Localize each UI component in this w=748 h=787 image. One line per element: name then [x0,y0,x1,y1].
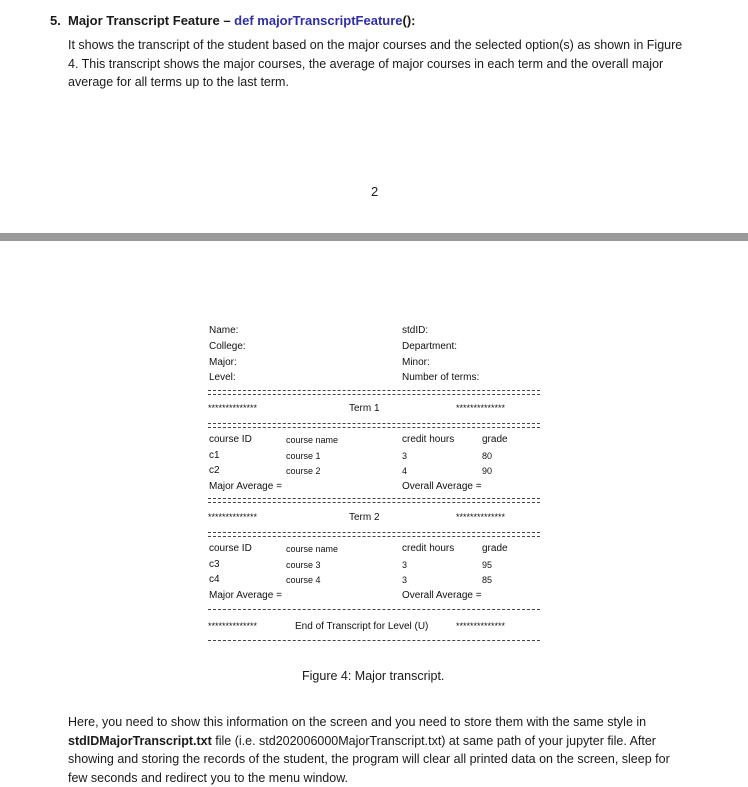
grade: 85 [482,575,493,585]
course-name: course 2 [286,466,321,476]
intro-paragraph [68,36,722,92]
stars-left: ************** [208,512,258,522]
intro-line: average for all terms up to the last term. [68,75,289,89]
field-name: Name: [209,325,239,336]
major-average: Major Average = [209,590,282,601]
page-number: 2 [371,184,379,199]
course-name: course 4 [286,575,321,585]
col-course-id: course ID [209,543,252,554]
stars-right: ************** [456,512,506,522]
field-level: Level: [209,372,236,383]
separator-rule [208,423,540,428]
separator-rule [208,532,540,537]
separator-rule [208,390,540,395]
course-name: course 1 [286,451,321,461]
grade: 95 [482,560,493,570]
field-number-of-terms: Number of terms: [402,372,480,383]
course-id: c2 [209,465,220,476]
credit-hours: 3 [402,575,408,585]
grade: 90 [482,466,493,476]
field-minor: Minor: [402,357,430,368]
overall-average: Overall Average = [402,590,482,601]
stars-right: ************** [456,403,506,413]
field-department: Department: [402,341,458,352]
closing-line: few seconds and redirect you to the menu window. [68,770,349,785]
closing-paragraph [68,713,722,787]
course-id: c1 [209,450,220,461]
grade: 80 [482,451,493,461]
closing-line: Here, you need to show this information on the screen and you need to store them with the same style in [68,715,647,729]
function-name: def majorTranscriptFeature [234,13,403,28]
closing-line-rest: file (i.e. std202006000MajorTranscript.txt) at same path of your jupyter file. After [211,733,656,748]
col-credit-hours: credit hours [402,434,455,445]
stars-left: ************** [208,403,258,413]
credit-hours: 3 [402,451,408,461]
col-course-name: course name [286,435,339,445]
overall-average: Overall Average = [402,481,482,492]
section-heading [50,13,416,28]
filename-bold: stdIDMajorTranscript.txt [68,733,212,748]
separator-rule [208,498,540,503]
col-grade: grade [482,543,508,554]
closing-line: showing and storing the records of the student, the program will clear all printed data on the screen, sleep for [68,752,670,766]
field-major: Major: [209,357,237,368]
intro-line: 4. This transcript shows the major courses, the average of major courses in each term and the overall major [68,56,664,71]
col-course-id: course ID [209,434,252,445]
term-title: Term 1 [349,403,380,414]
col-course-name: course name [286,544,339,554]
major-average: Major Average = [209,481,282,492]
col-credit-hours: credit hours [402,543,455,554]
course-name: course 3 [286,560,321,570]
function-suffix: (): [402,13,416,28]
end-of-transcript: End of Transcript for Level (U) [295,621,429,632]
credit-hours: 4 [402,466,408,476]
stars-right: ************** [456,621,506,631]
credit-hours: 3 [402,560,408,570]
course-id: c4 [209,574,220,585]
col-grade: grade [482,434,508,445]
page-break-band [0,233,748,241]
section-title: Major Transcript Feature – [68,13,235,28]
closing-line [68,732,722,751]
figure-caption: Figure 4: Major transcript. [302,669,445,683]
stars-left: ************** [208,621,258,631]
term-title: Term 2 [349,512,380,523]
section-number: 5. [50,13,61,28]
separator-rule [208,609,540,610]
field-stdid: stdID: [402,325,429,336]
field-college: College: [209,341,246,352]
intro-line: It shows the transcript of the student based on the major courses and the selected option(s) as shown in Figure [68,38,683,52]
course-id: c3 [209,559,220,570]
separator-rule [208,640,540,641]
